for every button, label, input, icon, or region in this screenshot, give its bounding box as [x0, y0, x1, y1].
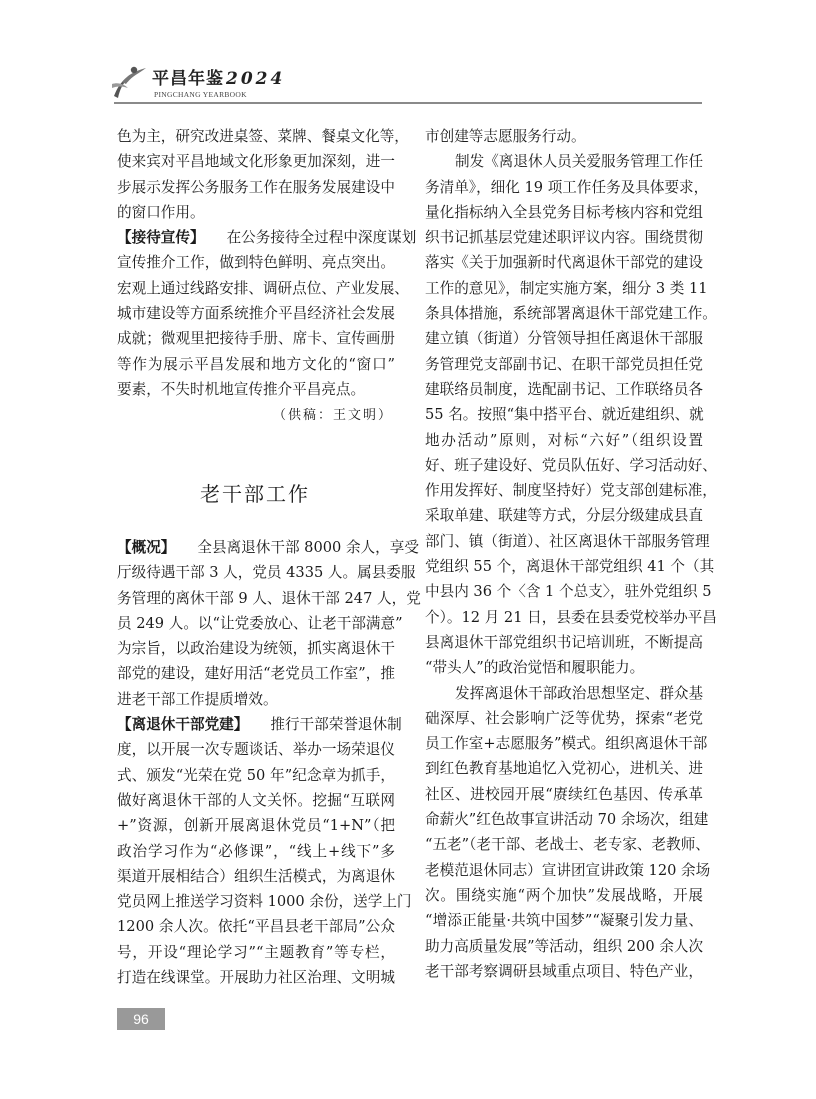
text-line: 务管理党支部副书记、在职干部党员担任党 — [425, 355, 703, 373]
paragraph — [425, 124, 703, 149]
page-header — [108, 58, 708, 104]
text-line: 次。围绕实施“两个加快”发展战略，开展 — [425, 886, 703, 904]
text-line: 度，以开展一次专题谈话、举办一场荣退仪 — [117, 741, 395, 759]
text-line: 色为主，研究改进桌签、菜牌、餐桌文化等， — [117, 128, 409, 145]
text-line: 渠道开展相结合）组织生活模式，为离退休 — [117, 867, 395, 885]
text-line: 做好离退休干部的人文关怀。挖掘“互联网 — [117, 791, 395, 809]
text-line: 宏观上通过线路安排、调研点位、产业发展、 — [117, 279, 409, 297]
text-line: 55 名。按照“集中搭平台、就近建组织、就 — [425, 406, 704, 424]
text-line: 建联络员制度，选配副书记、工作联络员各 — [425, 380, 703, 398]
text-line: 发挥离退休干部政治思想坚定、群众基 — [455, 684, 704, 702]
paragraph — [425, 681, 711, 985]
text-line: 建立镇（街道）分管领导担任离退休干部服 — [425, 330, 703, 348]
text-line: 落实《关于加强新时代离退休干部党的建设 — [425, 254, 703, 272]
text-line: 务管理的离休干部 9 人、退休干部 247 人，党 — [117, 589, 421, 607]
text-line: 市创建等志愿服务行动。 — [425, 128, 586, 145]
paragraph — [117, 712, 412, 990]
text-line: 党员网上推送学习资料 1000 余份，送学上门 — [117, 893, 412, 911]
paragraph — [117, 124, 409, 225]
line-text: 全县离退休干部 8000 余人，享受 — [197, 539, 419, 556]
text-line: “带头人”的政治觉悟和履职能力。 — [425, 659, 645, 677]
text-line: 个）。12 月 21 日，县委在县委党校举办平昌 — [425, 608, 717, 626]
paragraph — [425, 149, 717, 680]
text-line: 进老干部工作提质增效。 — [117, 690, 278, 708]
text-line: 1200 余人次。依托“平昌县老干部局”公众 — [117, 918, 395, 936]
text-line: 城市建设等方面系统推介平昌经济社会发展 — [117, 305, 395, 323]
text-line: 宣传推介工作，做到特色鲜明、亮点突出。 — [117, 254, 395, 272]
text-line: 为宗旨，以政治建设为统领，抓实离退休干 — [117, 640, 395, 658]
header-rule — [114, 102, 702, 104]
text-line: 好、班子建设好、党员队伍好、学习活动好、 — [425, 456, 717, 474]
text-line: 务清单》，细化 19 项工作任务及具体要求， — [425, 178, 709, 196]
section-label: 【接待宣传】 — [117, 229, 205, 247]
yearbook-logo-icon — [108, 62, 148, 102]
text-line: 等作为展示平昌发展和地方文化的“窗口” — [117, 355, 395, 373]
text-line — [117, 535, 419, 560]
text-line: 制发《离退休人员关爱服务管理工作任 — [455, 153, 704, 171]
line-text: 推行干部荣誉退休制 — [270, 716, 402, 734]
paragraph — [117, 535, 421, 712]
text-line: 政治学习作为“必修课”，“线上+线下”多 — [117, 842, 395, 860]
text-line: 党组织 55 个，离退休干部党组织 41 个（其 — [425, 558, 715, 576]
left-column-top — [117, 124, 417, 402]
text-line: 采取单建、联建等方式，分层分级建成县直 — [425, 507, 703, 525]
page-number: 96 — [117, 1008, 165, 1030]
text-line: “增添正能量·共筑中国梦”“凝聚引发力量、 — [425, 912, 703, 930]
text-line: 助力高质量发展”等活动，组织 200 余人次 — [425, 937, 704, 955]
text-line: 的窗口作用。 — [117, 203, 205, 221]
text-line: 地办活动”原则，对标“六好”（组织设置 — [425, 431, 703, 449]
yearbook-title — [152, 64, 285, 89]
text-line: 县离退休干部党组织书记培训班，不断提高 — [425, 633, 703, 651]
text-line: 老模范退休同志）宣讲团宣讲政策 120 余场 — [425, 861, 711, 879]
text-line: 部党的建设，建好用活“老党员工作室”，推 — [117, 665, 395, 683]
text-line: 步展示发挥公务服务工作在服务发展建设中 — [117, 178, 395, 196]
text-line: 要素，不失时机地宣传推介平昌亮点。 — [117, 380, 366, 398]
text-line: 厅级待遇干部 3 人，党员 4335 人。属县委服 — [117, 564, 416, 582]
text-line: 员工作室+志愿服务”模式。组织离退休干部 — [425, 735, 708, 753]
text-line: 到红色教育基地追忆入党初心，进机关、进 — [425, 760, 703, 778]
section-label: 【概况】 — [117, 539, 176, 556]
text-line: 工作的意见》，制定实施方案，细分 3 类 11 — [425, 279, 708, 297]
brand-name: 平昌年鉴 — [152, 69, 224, 89]
left-column-bottom — [117, 535, 421, 990]
text-line: 式、颁发“光荣在党 50 年”纪念章为抓手， — [117, 766, 395, 784]
right-column — [425, 124, 717, 984]
text-line: “五老”（老干部、老战士、老专家、老教师、 — [425, 836, 710, 854]
section-label: 【离退休干部党建】 — [117, 716, 249, 734]
text-line: 成就；微观里把接待手册、席卡、宣传画册 — [117, 330, 395, 348]
text-line: 员 249 人。以“让党委放心、让老干部满意” — [117, 614, 403, 632]
text-line: 条具体措施，系统部署离退休干部党建工作。 — [425, 305, 717, 323]
text-line: 老干部考察调研县域重点项目、特色产业， — [425, 962, 703, 980]
credit-line: （供稿：王文明） — [272, 408, 393, 423]
text-line — [117, 712, 402, 737]
text-line: 中县内 36 个〈含 1 个总支〉，驻外党组织 5 — [425, 583, 712, 601]
text-line: +”资源，创新开展离退休党员“1+N”（把 — [117, 817, 395, 835]
text-line: 作用发挥好、制度坚持好）党支部创建标准， — [425, 482, 717, 500]
text-line — [117, 225, 417, 250]
text-line: 础深厚、社会影响广泛等优势，探索“老党 — [425, 709, 703, 727]
text-line: 量化指标纳入全县党务目标考核内容和党组 — [425, 203, 703, 221]
text-line: 织书记抓基层党建述职评议内容。围绕贯彻 — [425, 229, 703, 247]
text-line: 使来宾对平昌地域文化形象更加深刻，进一 — [117, 153, 395, 171]
brand-english: PINGCHANG YEARBOOK — [154, 90, 247, 99]
section-title: 老干部工作 — [200, 482, 310, 506]
text-line: 社区、进校园开展“赓续红色基因、传承革 — [425, 785, 703, 803]
text-line: 号，开设“理论学习”“主题教育”等专栏， — [117, 943, 395, 961]
text-line: 部门、镇（街道）、社区离退休干部服务管理 — [425, 532, 710, 550]
line-text: 在公务接待全过程中深度谋划 — [226, 229, 417, 247]
paragraph — [117, 225, 417, 402]
text-line: 命薪火”红色故事宣讲活动 70 余场次，组建 — [425, 811, 709, 829]
text-line: 打造在线课堂。开展助力社区治理、文明城 — [117, 969, 395, 987]
brand-year: 2024 — [226, 69, 286, 89]
